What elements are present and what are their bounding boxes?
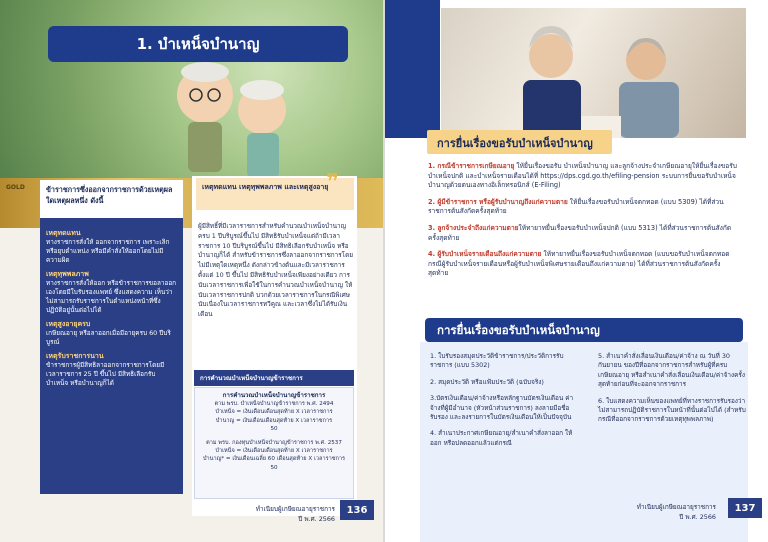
list-item: 1. ใบรับรองสมุดประวัติข้าราชการ/ประวัติการรับราชการ (แบบ 5302)	[430, 352, 564, 370]
list-item: 4. สำเนาประกาศเกษียณอายุ/สำเนาคำสั่งลาออก ให้ออก หรือปลดออกแล้วแต่กรณี	[430, 429, 573, 447]
intro-text: ข้าราชการซึ่งออกจากราชการด้วยเหตุผลใดเหตุผลหนึ่ง ดังนี้	[40, 180, 183, 218]
filing-steps	[428, 162, 740, 286]
formula-divisor: 50	[270, 464, 278, 471]
formula-law: ตาม พรบ. กองทุนบำเหน็จบำนาญข้าราชการ พ.ศ. 2537	[206, 440, 342, 447]
page-number: 136	[340, 500, 374, 520]
reason-text: เกษียณอายุ หรือลาออกเมื่อมีอายุครบ 60 ปีบริบูรณ์	[46, 329, 171, 346]
footer-title: ทำเนียบผู้เกษียณอายุราชการ	[636, 503, 716, 511]
reason-text: ทางราชการสั่งให้ ออกจากราชการ เพราะเลิก หรือยุบตำแหน่ง หรือมีคำสั่งให้ออกโดยไม่มีความผิด	[46, 238, 170, 264]
formula-divisor: 50	[270, 425, 278, 432]
list-item: 6. ใบแสดงความเห็นของแพทย์ที่ทางราชการรับรองว่าไม่สามารถปฏิบัติราชการในหน้าที่นั้นต่อไปได้ (สำหรับกรณีที่ออกจากราชการด้วยเหตุทุพพลภาพ)	[598, 396, 746, 424]
formula-line: บำเหน็จ = เงินเดือนเดือนสุดท้าย X เวลาราชการ	[215, 409, 333, 416]
step-lead: 3. ลูกจ้างประจำถึงแก่ความตาย	[428, 223, 519, 232]
step-lead: 2. ผู้มีข้าราชการ หรือผู้รับบำนาญถึงแก่ความตาย	[428, 197, 568, 206]
footer-year: ปี พ.ศ. 2566	[298, 515, 335, 523]
formula-title: การคำนวณบำเหน็จบำนาญข้าราชการ	[222, 392, 326, 399]
section-heading-filing: การยื่นเรื่องขอรับบำเหน็จบำนาญ	[427, 130, 612, 154]
list-item	[428, 250, 740, 279]
navy-band	[385, 0, 440, 138]
gold-label: GOLD	[6, 184, 25, 191]
step-lead: 4. ผู้รับบำเหน็จรายเดือนถึงแก่ความตาย	[428, 250, 542, 259]
step-text: ให้ยื่นเรื่องขอรับบำเหน็จตกทอด (แบบ 5309) ได้ที่ส่วนราชการต้นสังกัดครั้งสุดท้าย	[428, 197, 724, 216]
reason-heading: เหตุทุพพลภาพ	[46, 270, 89, 278]
list-item	[428, 162, 740, 191]
step-text: ให้ทายาทยื่นเรื่องขอรับบำเหน็จตกทอด (แบบขอรับบำเหน็จตกทอดกรณีผู้รับบำเหน็จรายเดือนหรือผู้รับบำเหน็จพิเศษรายเดือนถึงแก่ความตาย) ได้ที่ส่วนราชการต้นสังกัดครั้งสุดท้าย	[428, 250, 730, 278]
formula-line: บำนาญ* = เงินเดือนเฉลี่ย 60 เดือนสุดท้าย X เวลาราชการ	[202, 456, 346, 463]
footer	[195, 504, 335, 524]
couple-illustration	[441, 8, 746, 138]
reasons-panel	[40, 218, 183, 494]
formula-law: ตาม พรบ. บำเหน็จบำนาญข้าราชการ พ.ศ. 2494	[214, 401, 334, 408]
elderly-couple-reading-photo	[441, 8, 746, 138]
list-item: 5. สำเนาคำสั่งเลื่อนเงินเดือน/ค่าจ้าง ณ วันที่ 30 กันยายน ของปีที่ออกจากราชการสำหรับผู้ที่ครบเกษียณอายุ หรือสำเนาคำสั่งเลื่อนเงินเดือน/ค่าจ้างครั้งสุดท้ายก่อนที่จะออกจากราชการ	[598, 352, 745, 389]
formula-line: บำเหน็จ = เงินเดือนเดือนสุดท้าย X เวลาราชการ	[215, 448, 333, 455]
reason-heading: เหตุทดแทน	[46, 229, 81, 237]
reason-text: ทางราชการสั่งให้ออก หรือข้าราชการขอลาออกเองโดยมีใบรับรองแพทย์ ซึ่งแสดงความ เห็นว่าไม่สามารถรับราชการในตำแหน่งหน้าที่ซึ่งปฏิบัติอยู่นั้นต่อไปได้	[46, 279, 177, 314]
middle-heading: เหตุทดแทน เหตุทุพพลภาพ และเหตุสูงอายุ	[196, 178, 354, 210]
page-number: 137	[728, 498, 762, 518]
quote-icon: ❞	[326, 170, 339, 195]
middle-paragraph: ผู้มีสิทธิ์ที่มีเวลาราชการสำหรับคำนวณบำเหน็จบำนาญครบ 1 ปีบริบูรณ์ขึ้นไป มีสิทธิรับบำเหน็จแต่ถ้ามีเวลาราชการ 10 ปีบริบูรณ์ขึ้นไป มีสิทธิเลือกรับบำเหน็จ หรือบำนาญก็ได้ สำหรับข้าราชการซึ่งลาออกจากราชการโดยไม่มีเหตุใดเหตุหนึ่ง ดังกล่าวข้างต้นและมีเวลาราชการตั้งแต่ 10 ปี ขึ้นไป มีสิทธิรับบำเหน็จเพียงอย่างเดียว การนับเวลาราชการเพื่อใช้ในการคำนวณบำเหน็จบำนาญ ให้นับเวลาราชการปกติ บวกด้วยเวลาราชการในกรณีพิเศษนับเนื่องในเวลาราชการทวีคูณ และเวลาซึ่งไม่ได้รับเงินเดือน	[198, 222, 353, 319]
list-item: 2. สมุดประวัติ หรือแฟ้มประวัติ (ฉบับจริง)	[430, 377, 544, 386]
documents-right-column	[598, 352, 746, 432]
reason-heading: เหตุสูงอายุครบ	[46, 320, 91, 328]
step-text: ให้ยื่นเรื่องขอรับ บำเหน็จบำนาญ และลูกจ้างประจำเกษียณอายุให้ยื่นเรื่องขอรับ บำเหน็จปกติ และบำเหน็จรายเดือนได้ที่ https://dps.cgd.go.th/efiling-pension ระบบการยื่นขอรับบำเหน็จบำนาญด้วยตนเองทางอิเล็กทรอนิกส์ (E-Filing)	[428, 162, 737, 190]
reason-text: ข้าราชการผู้มีสิทธิลาออกจากราชการโดยมีเวลาราชการ 25 ปี ขึ้นไป มีสิทธิเลือกรับบำเหน็จ หรือบำนาญก็ได้	[46, 361, 165, 387]
list-item	[428, 198, 740, 217]
list-item	[428, 224, 740, 243]
formula-line: บำนาญ = เงินเดือนเดือนสุดท้าย X เวลาราชการ	[215, 417, 333, 424]
footer	[592, 502, 716, 522]
step-lead: 1. กรณีข้าราชการเกษียณอายุ	[428, 162, 515, 170]
step-text: ให้ทายาทยื่นเรื่องขอรับบำเหน็จปกติ (แบบ 5313) ได้ที่ส่วนราชการต้นสังกัดครั้งสุดท้าย	[428, 223, 732, 242]
section-heading-documents: การยื่นเรื่องขอรับบำเหน็จบำนาญ	[425, 318, 743, 342]
footer-title: ทำเนียบผู้เกษียณอายุราชการ	[255, 505, 335, 513]
list-item: 3.บัตรเงินเดือน/ค่าจ้างหรือหลักฐานบัตรเงินเดือน ค่าจ้างที่ผู้มีอำนาจ (หัวหน้าส่วนราชการ) ลงลายมือชื่อรับรอง และลงรายการในบัตรเงินเดือนให้เป็นปัจจุบัน	[430, 394, 574, 422]
reason-heading: เหตุรับราชการนาน	[46, 352, 104, 360]
formula-box	[194, 387, 354, 499]
documents-left-column	[430, 352, 580, 455]
formula-header: การคำนวณบำเหน็จบำนาญข้าราชการ	[194, 370, 354, 386]
page-title: 1. บำเหน็จบำนาญ	[48, 26, 348, 62]
footer-year: ปี พ.ศ. 2566	[679, 513, 716, 521]
